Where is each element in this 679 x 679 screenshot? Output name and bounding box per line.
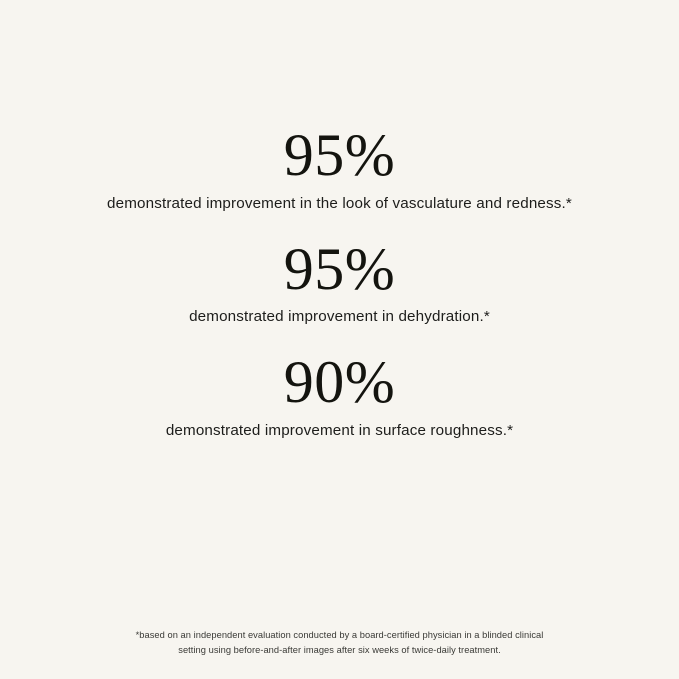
stat-label: demonstrated improvement in surface roughness.* [165,421,514,439]
stat-value: 90% [283,349,396,416]
stat-value: 95% [283,122,396,188]
stats-list [0,123,679,441]
stat-label: demonstrated improvement in the look of vasculature and redness.* [107,194,572,212]
stat-item [0,237,679,328]
stat-item [0,123,679,214]
stat-value: 95% [283,235,396,302]
footnote-line-1: *based on an independent evaluation conducted by a board-certified physician in a blinded clinical [135,630,544,641]
footnote-line-2: setting using before-and-after images after six weeks of twice-daily treatment. [178,644,501,655]
footnote [0,628,679,657]
stat-label: demonstrated improvement in dehydration.* [189,308,490,326]
stat-item [0,350,679,441]
